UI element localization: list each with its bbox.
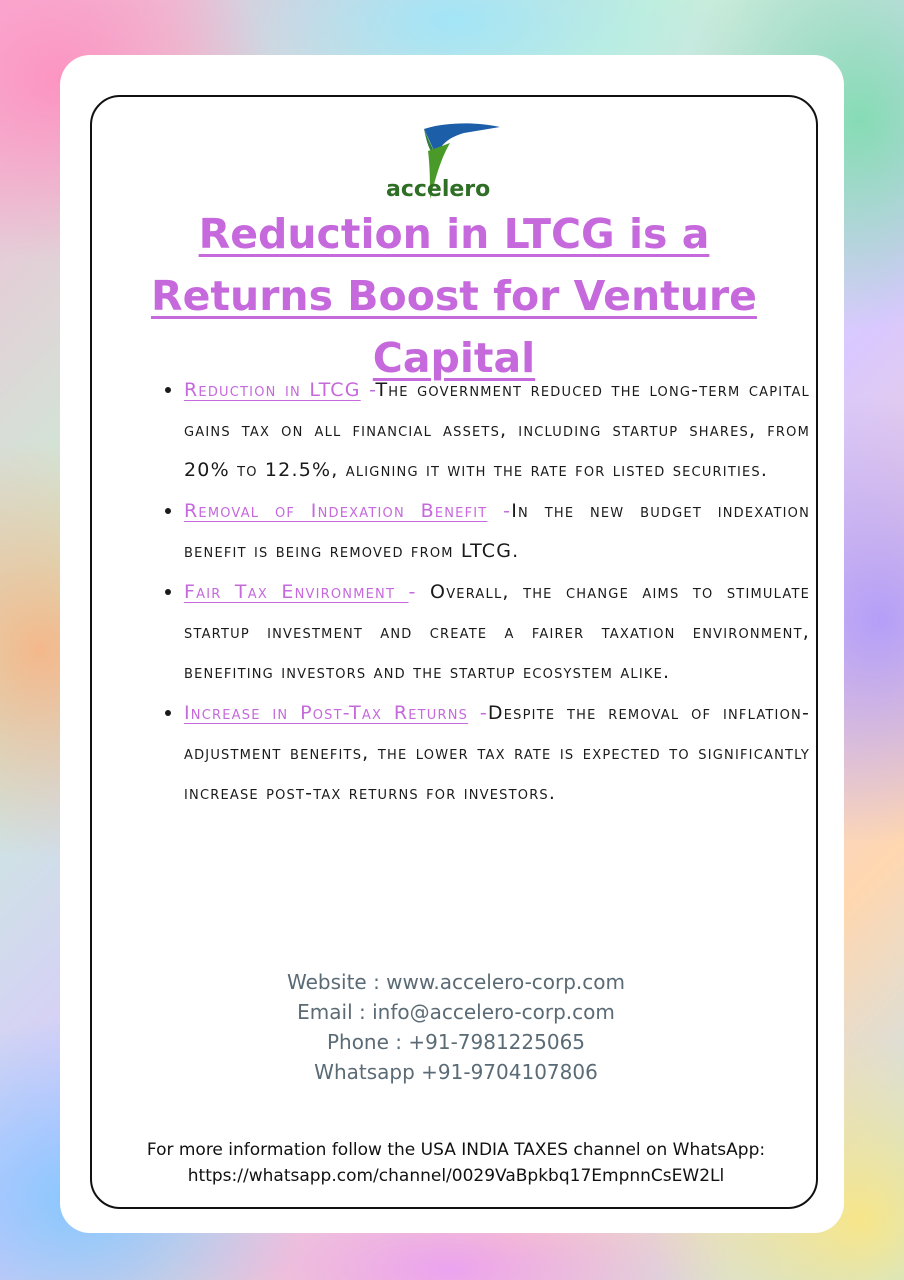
list-item [184, 369, 810, 490]
bullet-separator: - [468, 702, 488, 724]
page-title: Reduction in LTCG is a Returns Boost for Venture Capital [151, 210, 757, 382]
bullet-body: The government reduced the long-term capital gains tax on all financial assets, including startup shares, from 20% to 12.5%, aligning it with the rate for listed securities. [184, 379, 810, 481]
bullet-list [162, 369, 810, 813]
whatsapp-number[interactable]: Whatsapp +91-9704107806 [314, 1060, 598, 1084]
footer [92, 1137, 820, 1189]
bullet-body: In the new budget indexation benefit is being removed from LTCG. [184, 500, 810, 562]
website-link[interactable]: Website : www.accelero-corp.com [286, 970, 626, 994]
logo-text: accelero [386, 177, 491, 202]
content-frame [90, 95, 818, 1209]
list-item [184, 692, 810, 813]
bullet-separator: - [360, 379, 376, 401]
bullet-separator: - [487, 500, 512, 522]
bullet-separator: - [408, 581, 431, 603]
bullet-body: Despite the removal of inflation-adjustment benefits, the lower tax rate is expected to significantly increase post-tax returns for investors. [184, 702, 810, 804]
footer-text: For more information follow the USA INDIA TAXES channel on WhatsApp: [146, 1140, 766, 1160]
phone-number[interactable]: Phone : +91-7981225065 [326, 1030, 586, 1054]
bullet-heading: Increase in Post-Tax Returns [184, 702, 469, 724]
list-item [184, 571, 810, 692]
bullet-heading: Fair Tax Environment [184, 581, 409, 603]
bullet-body: Overall, the change aims to stimulate startup investment and create a fairer taxation environment, benefiting investors and the startup ecosystem alike. [184, 581, 810, 683]
bullet-heading: Reduction in LTCG [184, 379, 361, 401]
contact-block [92, 967, 820, 1087]
list-item [184, 490, 810, 571]
accelero-logo [378, 121, 508, 203]
whatsapp-channel-link[interactable]: https://whatsapp.com/channel/0029VaBpkbq17EmpnnCsEW2Ll [187, 1166, 725, 1186]
email-link[interactable]: Email : info@accelero-corp.com [297, 1000, 615, 1024]
bullet-heading: Removal of Indexation Benefit [184, 500, 488, 522]
content-card [60, 55, 844, 1233]
